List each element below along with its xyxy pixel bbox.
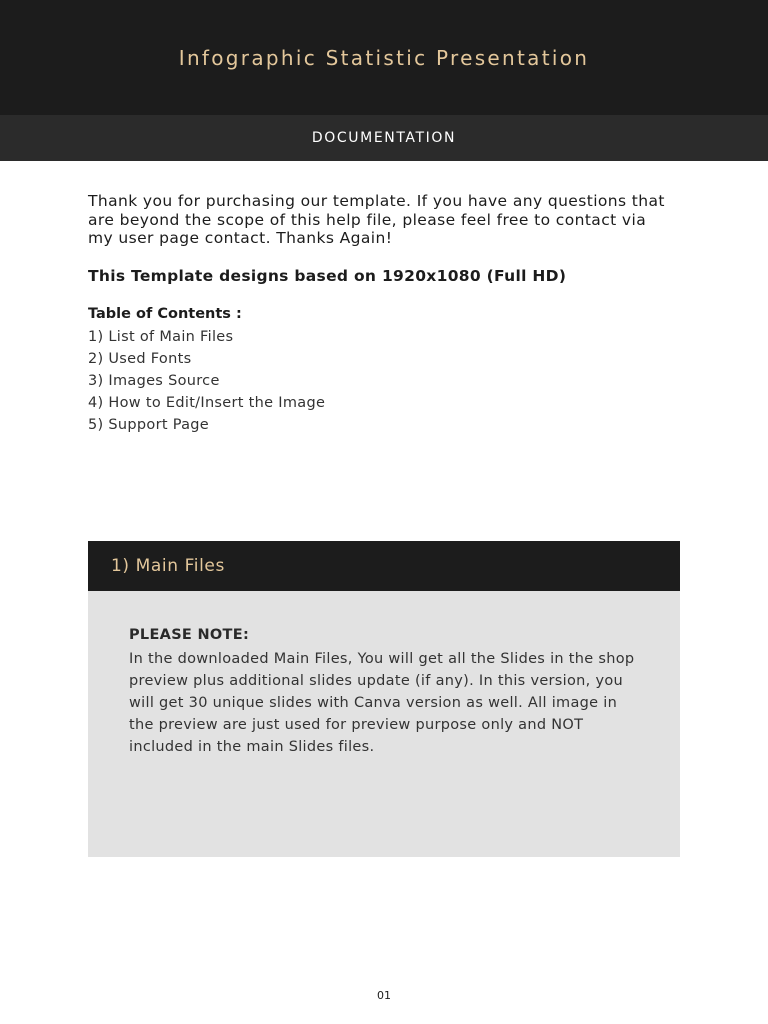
toc-heading: Table of Contents : [88, 306, 242, 322]
toc-item-support-page: 5) Support Page [88, 417, 210, 433]
intro-paragraph: Thank you for purchasing our template. If you have any questions that are beyond the scope of this help file, please feel free to contact via my user page contact. Thanks Again! [88, 192, 665, 247]
toc-item-images-source: 3) Images Source [88, 373, 220, 389]
title-banner [0, 0, 768, 115]
note-text: In the downloaded Main Files, You will get all the Slides in the shop preview plus additional slides update (if any). In this version, you will get 30 unique slides with Canva version as well. All image in the preview are just used for preview purpose only and NOT included in the main Slides files. [129, 651, 635, 755]
toc-list [88, 326, 688, 436]
toc-item-edit-image: 4) How to Edit/Insert the Image [88, 395, 326, 411]
subtitle-banner [0, 115, 768, 161]
toc-item-main-files: 1) List of Main Files [88, 329, 234, 345]
document-title: Infographic Statistic Presentation [178, 45, 590, 70]
table-of-contents [88, 304, 688, 436]
section-title: 1) Main Files [111, 556, 225, 576]
main-files-section-body [88, 591, 680, 857]
note-label: PLEASE NOTE: [129, 627, 250, 643]
resolution-note: This Template designs based on 1920x1080 (Full HD) [88, 267, 567, 285]
document-subtitle: DOCUMENTATION [311, 130, 457, 146]
main-files-section-header [88, 541, 680, 591]
page-number: 01 [377, 989, 391, 1002]
toc-item-used-fonts: 2) Used Fonts [88, 351, 192, 367]
